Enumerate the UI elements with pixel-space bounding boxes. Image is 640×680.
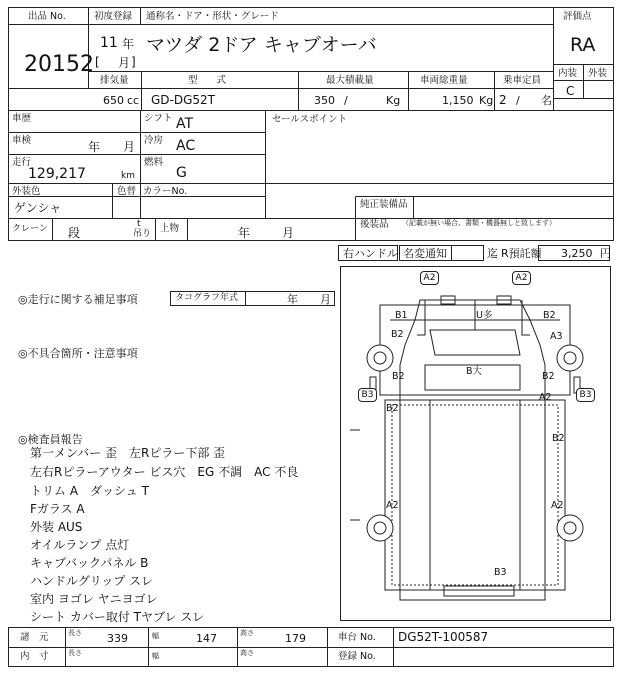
top-year-unit: 年	[238, 226, 251, 240]
top-label: 上物	[160, 223, 180, 234]
displacement-unit: cc	[127, 94, 140, 107]
gross-weight-label: 車両総重量	[420, 75, 468, 86]
report-line: ハンドルグリップ スレ	[30, 574, 154, 588]
supplement-title: ◎走行に関する補足事項	[18, 293, 138, 306]
damage-mark: B3	[576, 388, 595, 402]
damage-mark: B2	[391, 329, 404, 340]
shift-label: シフト	[144, 113, 173, 124]
report-line: 第一メンバー 歪 左Rピラー下部 歪	[30, 446, 226, 460]
damage-mark: B1	[395, 310, 408, 321]
recycle-unit: 円	[600, 247, 611, 260]
max-load-unit: Kg	[386, 94, 401, 107]
interior-grade-label: 内装	[558, 68, 578, 79]
dims-label: 諸 元	[20, 632, 49, 643]
tacho-year-unit: 年	[287, 293, 298, 306]
model-label: 型 式	[188, 75, 227, 86]
chassis-label: 車台 No.	[338, 632, 376, 643]
gross-weight-unit: Kg	[479, 94, 494, 107]
crane-ton-unit: t	[137, 219, 141, 229]
damage-mark: U多	[476, 310, 493, 321]
width-label: 幅	[152, 652, 159, 660]
damage-mark: B2	[543, 310, 556, 321]
history-label: 車歴	[12, 113, 32, 124]
damage-mark: B2	[552, 433, 565, 444]
report-line: トリム A ダッシュ T	[30, 484, 149, 498]
first-reg-year-unit: 年	[122, 37, 135, 51]
capacity-label: 乗車定員	[503, 75, 542, 86]
length-label: 長さ	[68, 649, 82, 657]
ext-color-value: ゲンシャ	[14, 201, 62, 215]
length-label: 長さ	[68, 629, 82, 637]
first-reg-month-unit: 月	[118, 56, 131, 70]
fuel-value: G	[176, 165, 187, 181]
car-name-label: 通称名・ドア・形状・グレード	[146, 11, 279, 22]
height-label: 高さ	[240, 649, 254, 657]
damage-mark: B大	[466, 366, 483, 377]
ac-value: AC	[176, 138, 196, 154]
exterior-grade-label: 外装	[588, 68, 608, 79]
recycle-amount: 3,250	[561, 247, 593, 260]
damage-mark: A2	[539, 392, 552, 403]
shaken-month-unit: 月	[123, 140, 136, 154]
lot-no: 20152	[24, 52, 94, 77]
crane-label: クレーン	[12, 224, 48, 234]
ac-label: 冷房	[144, 135, 164, 146]
damage-mark: B3	[494, 567, 507, 578]
inspector-title: ◎検査員報告	[18, 433, 83, 446]
report-line: オイルランプ 点灯	[30, 538, 130, 552]
shaken-label: 車検	[12, 135, 32, 146]
color-no-label: カラーNo.	[143, 186, 188, 197]
tachograph-label: タコグラフ年式	[175, 293, 239, 303]
aftermarket-label: 後装品	[360, 219, 389, 230]
ext-color-label: 外装色	[12, 186, 41, 197]
recycle-label: R預託額	[501, 247, 542, 260]
mileage-value: 129,217	[28, 166, 86, 182]
shaken-year-unit: 年	[88, 140, 101, 154]
defect-title: ◎不具合箇所・注意事項	[18, 347, 138, 360]
width-value: 147	[196, 632, 217, 645]
report-line: Fガラス A	[30, 502, 85, 516]
damage-mark: A2	[512, 271, 531, 285]
interior-grade: C	[566, 84, 575, 98]
car-name: マツダ 2ドア キャブオーバ	[146, 34, 377, 56]
lot-no-label: 出品 No.	[28, 11, 66, 22]
name-change-label: 名変通知	[403, 247, 447, 260]
damage-mark: B3	[358, 388, 377, 402]
capacity-sep: /	[516, 94, 520, 107]
mileage-unit: km	[121, 171, 135, 181]
damage-mark: A2	[386, 500, 399, 511]
displacement-value: 650	[103, 94, 124, 107]
report-line: 室内 ヨゴレ ヤニヨゴレ	[30, 592, 158, 606]
report-line: 外装 AUS	[30, 520, 83, 534]
mileage-label: 走行	[12, 157, 32, 168]
first-reg-bracket-open: [	[95, 55, 100, 69]
damage-mark: A2	[551, 500, 564, 511]
crane-hang-unit: 吊り	[133, 229, 152, 239]
report-line: 左右Rピラーアウター ビス穴 EG 不調 AC 不良	[30, 465, 299, 479]
length-value: 339	[107, 632, 128, 645]
max-load-sep: /	[344, 94, 348, 107]
crane-stage-unit: 段	[68, 226, 81, 240]
capacity-unit: 名	[541, 94, 552, 107]
max-load-label: 最大積載量	[326, 75, 374, 86]
damage-mark: A3	[550, 331, 563, 342]
steering-badge: 右ハンドル	[343, 247, 398, 260]
capacity-value: 2	[499, 93, 507, 107]
sales-point-label: セールスポイント	[272, 114, 348, 125]
first-reg-bracket-close: ]	[131, 55, 136, 69]
model-value: GD-DG52T	[151, 93, 216, 107]
tacho-month-unit: 月	[320, 293, 331, 306]
damage-mark: A2	[420, 271, 439, 285]
aftermarket-note: （記載が無い場合、書類・機器無しと致します）	[402, 219, 556, 227]
reg-label: 登録 No.	[338, 651, 376, 662]
displacement-label: 排気量	[100, 75, 129, 86]
damage-mark: B2	[392, 371, 405, 382]
report-line: キャブバックパネル B	[30, 556, 149, 570]
height-value: 179	[285, 632, 306, 645]
first-reg-label: 初度登録	[94, 11, 133, 22]
first-reg-year: 11	[100, 35, 118, 51]
deadline-label: 迄	[487, 247, 498, 260]
grade-label: 評価点	[563, 11, 592, 22]
report-line: シート カバー取付 Tヤブレ スレ	[30, 610, 205, 624]
top-month-unit: 月	[282, 226, 295, 240]
max-load-value: 350	[314, 94, 335, 107]
shift-value: AT	[176, 116, 194, 132]
chassis-no: DG52T-100587	[398, 630, 489, 644]
interior-dims-label: 内 寸	[20, 651, 49, 662]
fuel-label: 燃料	[144, 157, 164, 168]
gross-weight-value: 1,150	[442, 94, 474, 107]
grade-value: RA	[570, 34, 596, 56]
truck-diagram-lines	[350, 296, 580, 600]
genuine-label: 純正装備品	[360, 199, 408, 210]
damage-mark: B2	[542, 371, 555, 382]
height-label: 高さ	[240, 629, 254, 637]
color-change-label: 色替	[117, 186, 137, 197]
damage-mark: B2	[386, 403, 399, 414]
width-label: 幅	[152, 632, 159, 640]
